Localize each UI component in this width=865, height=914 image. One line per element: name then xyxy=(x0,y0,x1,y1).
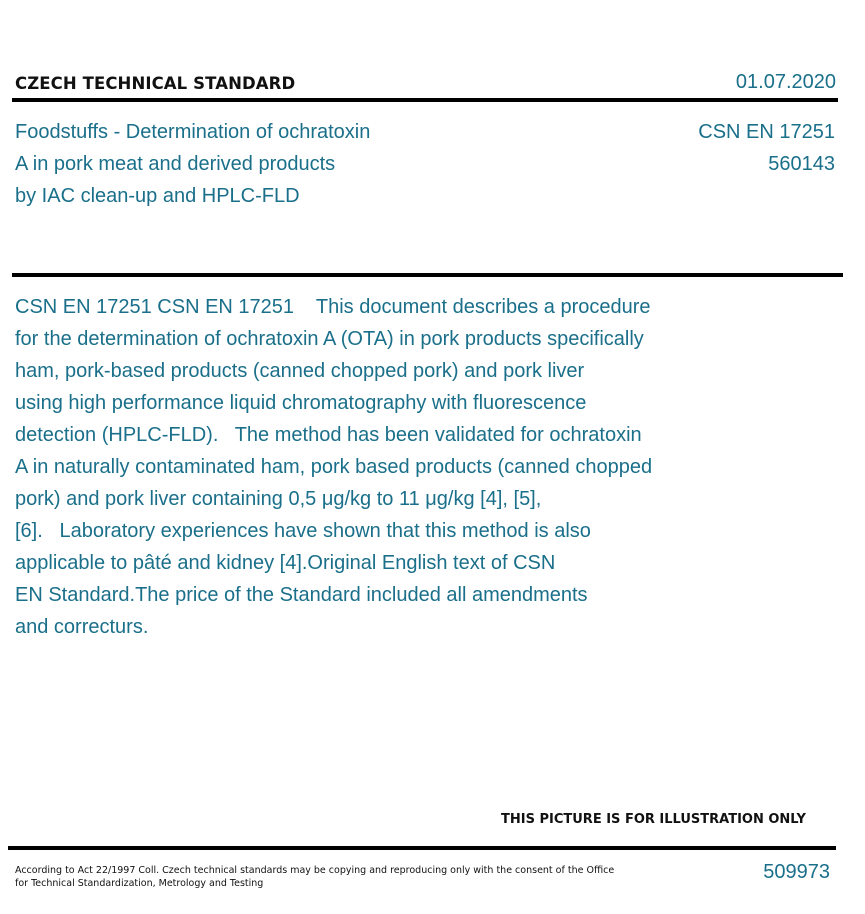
legal-notice-line: According to Act 22/1997 Coll. Czech technical standards may be copying and reproducing only with the consent of the Office xyxy=(15,865,615,876)
abstract-line: A in naturally contaminated ham, pork based products (canned chopped xyxy=(15,456,653,478)
abstract-line: ham, pork-based products (canned chopped pork) and pork liver xyxy=(15,360,585,382)
standard-title xyxy=(15,116,575,212)
standard-title-line: by IAC clean-up and HPLC-FLD xyxy=(15,185,300,207)
standard-identifiers xyxy=(698,116,835,180)
abstract-line: using high performance liquid chromatography with fluorescence xyxy=(15,392,587,414)
abstract-line: [6]. Laboratory experiences have shown that this method is also xyxy=(15,520,591,542)
standard-code: 560143 xyxy=(768,153,835,175)
abstract-line: and correcturs. xyxy=(15,616,149,638)
footer-divider xyxy=(8,846,836,850)
standard-title-line: Foodstuffs - Determination of ochratoxin xyxy=(15,121,371,143)
abstract-line: CSN EN 17251 CSN EN 17251 This document describes a procedure xyxy=(15,296,651,318)
document-type-heading: CZECH TECHNICAL STANDARD xyxy=(15,74,296,93)
abstract-line: detection (HPLC-FLD). The method has been validated for ochratoxin xyxy=(15,424,642,446)
illustration-disclaimer: THIS PICTURE IS FOR ILLUSTRATION ONLY xyxy=(501,812,806,827)
document-id: 509973 xyxy=(763,861,830,883)
abstract-text xyxy=(15,291,735,643)
abstract-line: EN Standard.The price of the Standard included all amendments xyxy=(15,584,588,606)
standard-title-line: A in pork meat and derived products xyxy=(15,153,336,175)
standard-number: CSN EN 17251 xyxy=(698,121,835,143)
legal-notice xyxy=(15,864,614,890)
publication-date: 01.07.2020 xyxy=(735,71,836,93)
header-divider xyxy=(12,98,838,102)
abstract-line: pork) and pork liver containing 0,5 μg/kg to 11 μg/kg [4], [5], xyxy=(15,488,542,510)
abstract-line: applicable to pâté and kidney [4].Original English text of CSN xyxy=(15,552,556,574)
title-divider xyxy=(12,273,843,277)
legal-notice-line: for Technical Standardization, Metrology and Testing xyxy=(15,878,264,889)
abstract-line: for the determination of ochratoxin A (OTA) in pork products specifically xyxy=(15,328,644,350)
